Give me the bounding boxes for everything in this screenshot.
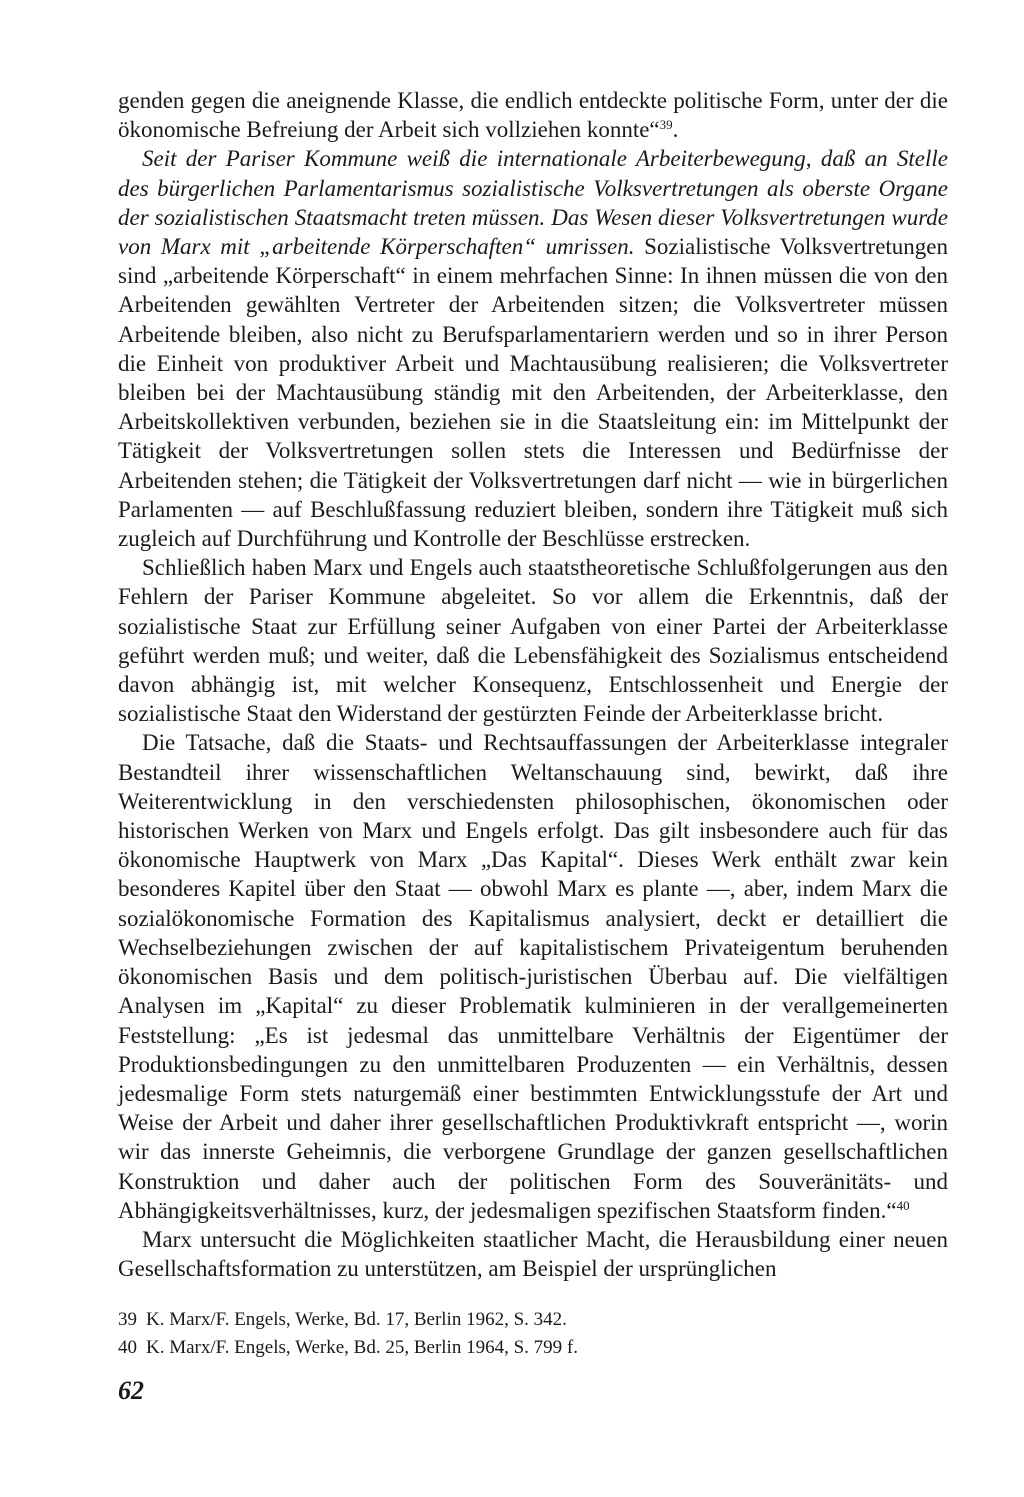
paragraph-2 <box>118 144 948 553</box>
paragraph-text: Marx untersucht die Möglichkeiten staatlicher Macht, die Herausbildung einer neuen Gesellschaftsformation zu unterstützen, am Beispiel der ursprünglichen <box>118 1226 948 1282</box>
footnote-number: 39 <box>118 1309 137 1330</box>
paragraph-4 <box>118 728 948 1224</box>
paragraph-text: Die Tatsache, daß die Staats- und Rechtsauffassungen der Arbeiterklasse integraler Bestandteil ihrer wissenschaftlichen Weltanschauung sind, bewirkt, daß ihre Weiterentwicklung in den verschiedensten philosophischen, ökonomischen oder historischen Werken von Marx und Engels erfolgt. Das gilt insbesondere auch für das ökonomische Hauptwerk von Marx „Das Kapital“. Dieses Werk enthält zwar kein besonderes Kapitel über den Staat — obwohl Marx es plante —, aber, indem Marx die sozialökonomische Formation des Kapitalismus analysiert, deckt er detailliert die Wechselbeziehungen zwischen der auf kapitalistischem Privateigentum beruhenden ökonomischen Basis und dem politisch-juristischen Überbau auf. Die vielfältigen Analysen im „Kapital“ zu dieser Problematik kulminieren in der verallgemeinerten Feststellung: „Es ist jedesmal das unmittelbare Verhältnis der Eigentümer der Produktionsbedingungen zu den unmittelbaren Produzenten — ein Verhältnis, dessen jedesmalige Form stets naturgemäß einer bestimmten Entwicklungsstufe der Art und Weise der Arbeit und daher ihrer gesellschaftlichen Produktivkraft entspricht —, worin wir das innerste Geheimnis, die verborgene Grundlage der ganzen gesellschaftlichen Konstruktion und daher auch der politischen Form des Souveränitäts- und Abhängigkeitsverhältnisses, kurz, der jedesmaligen spezifischen Staatsform finden.“ <box>118 730 948 1223</box>
footnotes <box>118 1306 948 1362</box>
footnote-number: 40 <box>118 1337 137 1358</box>
paragraph-text: genden gegen die aneignende Klasse, die endlich entdeckte politische Form, unter der die ökonomische Befreiung der Arbeit sich vollziehen konnte“ <box>118 88 948 143</box>
footnote-39 <box>118 1306 948 1334</box>
paragraph-5 <box>118 1225 948 1283</box>
paragraph-end: . <box>672 117 679 143</box>
paragraph-1 <box>118 86 948 144</box>
footnote-ref-39[interactable]: 39 <box>659 117 673 133</box>
footnote-ref-40[interactable]: 40 <box>896 1197 910 1213</box>
page-number: 62 <box>118 1376 144 1405</box>
footnote-text: K. Marx/F. Engels, Werke, Bd. 17, Berlin 1962, S. 342. <box>146 1309 567 1330</box>
paragraph-text: Sozialistische Volksvertretungen sind „arbeitende Körperschaft“ in einem mehrfachen Sinne: In ihnen müssen die von den Arbeitenden gewählten Vertreter der Arbeitenden sitzen; die Volksvertreter müssen Arbeitende bleiben, also nicht zu Berufsparlamentariern werden und so in ihrer Person die Einheit von produktiver Arbeit und Machtausübung realisieren; die Volksvertreter bleiben bei der Machtausübung ständig mit den Arbeitenden, der Arbeiterklasse, den Arbeitskollektiven verbunden, beziehen sie in die Staatsleitung ein: im Mittelpunkt der Tätigkeit der Volksvertretungen sollen stets die Interessen und Bedürfnisse der Arbeitenden stehen; die Tätigkeit der Volksvertretungen darf nicht — wie in bürgerlichen Parlamenten — auf Beschlußfassung reduziert bleiben, sondern ihre Tätigkeit muß sich zugleich auf Durchführung und Kontrolle der Beschlüsse erstrecken. <box>118 234 948 552</box>
body-text <box>118 86 948 1283</box>
italic-emphasis: Seit der Pariser Kommune weiß die internationale Arbeiterbewegung, daß an Stelle des bürgerlichen Parlamentarismus sozialistische Volksvertretungen als oberste Organe der sozialistischen Staatsmacht treten müssen. Das Wesen dieser Volksvertretungen wurde von Marx mit „arbeitende Körperschaften“ umrissen. <box>118 146 948 260</box>
paragraph-3 <box>118 553 948 728</box>
footnote-text: K. Marx/F. Engels, Werke, Bd. 25, Berlin 1964, S. 799 f. <box>146 1337 578 1358</box>
footnote-40 <box>118 1334 948 1362</box>
paragraph-text: Schließlich haben Marx und Engels auch staatstheoretische Schlußfolgerungen aus den Fehlern der Pariser Kommune abgeleitet. So vor allem die Erkenntnis, daß der sozialistische Staat zur Erfüllung seiner Aufgaben von einer Partei der Arbeiterklasse geführt werden muß; und weiter, daß die Lebensfähigkeit des Sozialismus entscheidend davon abhängig ist, mit welcher Konsequenz, Entschlossenheit und Energie der sozialistische Staat den Widerstand der gestürzten Feinde der Arbeiterklasse bricht. <box>118 555 948 727</box>
